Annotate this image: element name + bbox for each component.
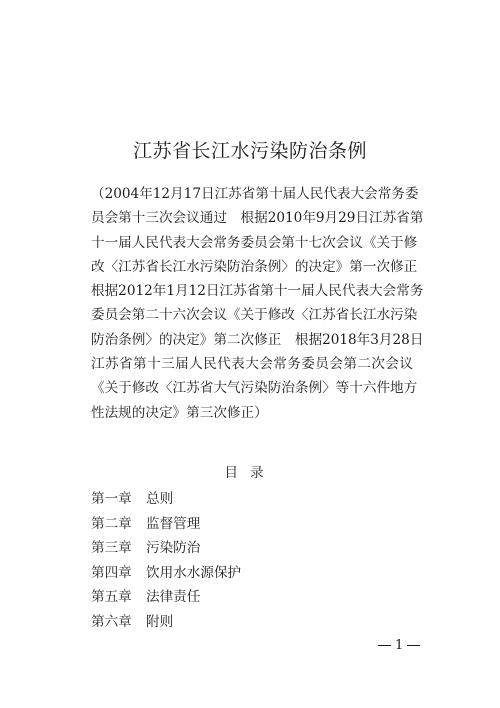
preamble-line: 委员会第二十六次会议《关于修改〈江苏省长江水污染 <box>91 307 418 324</box>
toc-item <box>91 610 241 635</box>
toc-chapter-name: 饮用水水源保护 <box>146 564 242 581</box>
toc-chapter-number: 第一章 <box>91 491 132 507</box>
preamble-line: 防治条例〉的决定》第二次修正 根据2018年3月28日 <box>91 331 424 348</box>
toc-heading: 目录 <box>224 465 276 481</box>
toc-item <box>91 561 241 586</box>
toc-chapter-name: 污染防治 <box>146 540 201 556</box>
toc-item <box>91 585 241 610</box>
toc-item <box>91 536 241 561</box>
toc-chapter-number: 第四章 <box>91 564 132 581</box>
toc-chapter-number: 第三章 <box>91 540 132 556</box>
toc-chapter-number: 第五章 <box>91 589 132 605</box>
toc-chapter-name: 附则 <box>146 613 174 630</box>
preamble-line: 十一届人民代表大会常务委员会第十七次会议《关于修 <box>91 234 418 251</box>
toc-chapter-name: 总则 <box>146 491 174 507</box>
preamble <box>91 182 424 425</box>
toc-chapter-name: 监督管理 <box>146 515 201 532</box>
toc-chapter-number: 第二章 <box>91 515 132 532</box>
preamble-line: 江苏省第十三届人民代表大会常务委员会第二次会议 <box>91 356 413 373</box>
preamble-line: （2004年12月17日江苏省第十届人民代表大会常务委 <box>91 186 419 202</box>
table-of-contents <box>91 487 241 634</box>
preamble-line: 《关于修改〈江苏省大气污染防治条例〉等十六件地方 <box>91 380 418 397</box>
page-number-dash-right <box>407 645 420 646</box>
toc-chapter-number: 第六章 <box>91 613 132 630</box>
document-title: 江苏省长江水污染防治条例 <box>132 140 367 162</box>
preamble-line: 改〈江苏省长江水污染防治条例〉的决定》第一次修正 <box>91 258 418 275</box>
page-number <box>378 638 420 653</box>
page-number-dash-left <box>378 645 391 646</box>
preamble-line: 员会第十三次会议通过 根据2010年9月29日江苏省第 <box>91 210 424 227</box>
toc-chapter-name: 法律责任 <box>146 589 201 605</box>
toc-item <box>91 512 241 537</box>
toc-item <box>91 487 241 512</box>
page-number-value: 1 <box>395 638 404 653</box>
preamble-line: 性法规的决定》第三次修正） <box>91 404 268 421</box>
preamble-line: 根据2012年1月12日江苏省第十一届人民代表大会常务 <box>91 283 424 300</box>
